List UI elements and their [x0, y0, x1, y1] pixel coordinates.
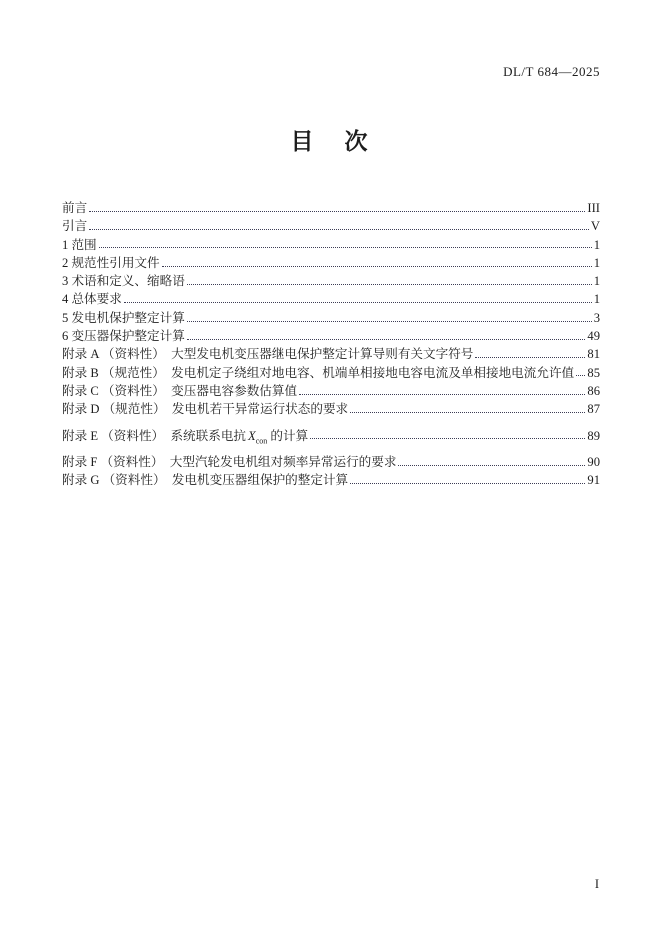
toc-entry[interactable]: [62, 234, 600, 252]
page-footer: [595, 877, 599, 892]
toc-entry-page: 1: [593, 237, 600, 252]
toc-entry-page: 89: [587, 428, 600, 443]
toc-entry[interactable]: [62, 197, 600, 215]
toc-entry[interactable]: [62, 451, 600, 469]
toc-entry-label: [62, 425, 308, 444]
page-number: I: [594, 877, 599, 891]
toc-entry[interactable]: [62, 425, 600, 446]
toc-leader-dots: [99, 247, 592, 248]
toc-entry-label: 1 范围: [62, 237, 97, 252]
toc-entry-label: 附录 B （规范性） 发电机定子绕组对地电容、机端单相接地电容电流及单相接地电流允许值: [62, 365, 575, 380]
toc-entry-label-suffix: 的计算: [267, 428, 309, 443]
toc-leader-dots: [89, 229, 589, 230]
toc-entry[interactable]: [62, 325, 600, 343]
toc-entry-page: 86: [587, 383, 600, 398]
toc-entry-label: 附录 C （资料性） 变压器电容参数估算值: [62, 383, 298, 398]
toc-entry-label: 附录 G （资料性） 发电机变压器组保护的整定计算: [62, 473, 349, 488]
toc-entry-label: 5 发电机保护整定计算: [62, 310, 185, 325]
toc-entry-label: 3 术语和定义、缩略语: [62, 274, 185, 289]
toc-entry-page: 87: [587, 402, 600, 417]
formula-symbol: X: [248, 428, 256, 443]
toc-entry[interactable]: [62, 252, 600, 270]
toc-entry-label: 2 规范性引用文件: [62, 255, 160, 270]
toc-entry-page: 3: [593, 310, 600, 325]
toc-entry-label: 附录 A （资料性） 大型发电机变压器继电保护整定计算导则有关文字符号: [62, 347, 474, 362]
standard-number: DL/T 684—2025: [503, 64, 600, 79]
toc-entry-label-prefix: 附录 E （资料性） 系统联系电抗: [62, 428, 247, 443]
toc-leader-dots: [187, 321, 592, 322]
toc-entry[interactable]: [62, 380, 600, 398]
document-header: [0, 64, 600, 80]
toc-entry[interactable]: [62, 288, 600, 306]
toc-leader-dots: [475, 357, 585, 358]
toc-entry-page: V: [590, 219, 600, 234]
toc-leader-dots: [187, 284, 592, 285]
toc-entry[interactable]: [62, 270, 600, 288]
toc-entry-page: 1: [593, 255, 600, 270]
toc-entry[interactable]: [62, 343, 600, 361]
toc-entry-label: 引言: [62, 219, 88, 234]
toc-leader-dots: [299, 394, 585, 395]
toc-leader-dots: [162, 266, 592, 267]
toc-entry[interactable]: [62, 215, 600, 233]
toc-list: [62, 197, 600, 487]
toc-entry[interactable]: [62, 398, 600, 416]
toc-leader-dots: [398, 465, 585, 466]
toc-leader-dots: [89, 211, 585, 212]
toc-leader-dots: [124, 302, 592, 303]
toc-entry-page: 81: [587, 347, 600, 362]
toc-entry[interactable]: [62, 469, 600, 487]
toc-entry-label: 前言: [62, 201, 88, 215]
toc-entry-label: 附录 F （资料性） 大型汽轮发电机组对频率异常运行的要求: [62, 454, 397, 469]
toc-leader-dots: [310, 438, 585, 439]
page-title: 目 次: [290, 129, 372, 154]
toc-leader-dots: [187, 339, 586, 340]
toc-entry-page: 91: [587, 473, 600, 488]
toc-entry-page: III: [587, 201, 600, 215]
toc-leader-dots: [576, 375, 585, 376]
toc-entry-label: 4 总体要求: [62, 292, 122, 307]
toc-entry-page: 1: [593, 292, 600, 307]
toc-entry-page: 1: [593, 274, 600, 289]
toc-entry-label: 附录 D （规范性） 发电机若干异常运行状态的要求: [62, 402, 349, 417]
toc-leader-dots: [350, 483, 585, 484]
toc-leader-dots: [350, 412, 585, 413]
toc-entry[interactable]: [62, 362, 600, 380]
toc-entry[interactable]: [62, 307, 600, 325]
toc-entry-page: 90: [587, 454, 600, 469]
toc-entry-page: 49: [587, 329, 600, 344]
toc-entry-label: 6 变压器保护整定计算: [62, 329, 185, 344]
formula-subscript: con: [255, 436, 268, 446]
toc-entry-page: 85: [587, 365, 600, 380]
